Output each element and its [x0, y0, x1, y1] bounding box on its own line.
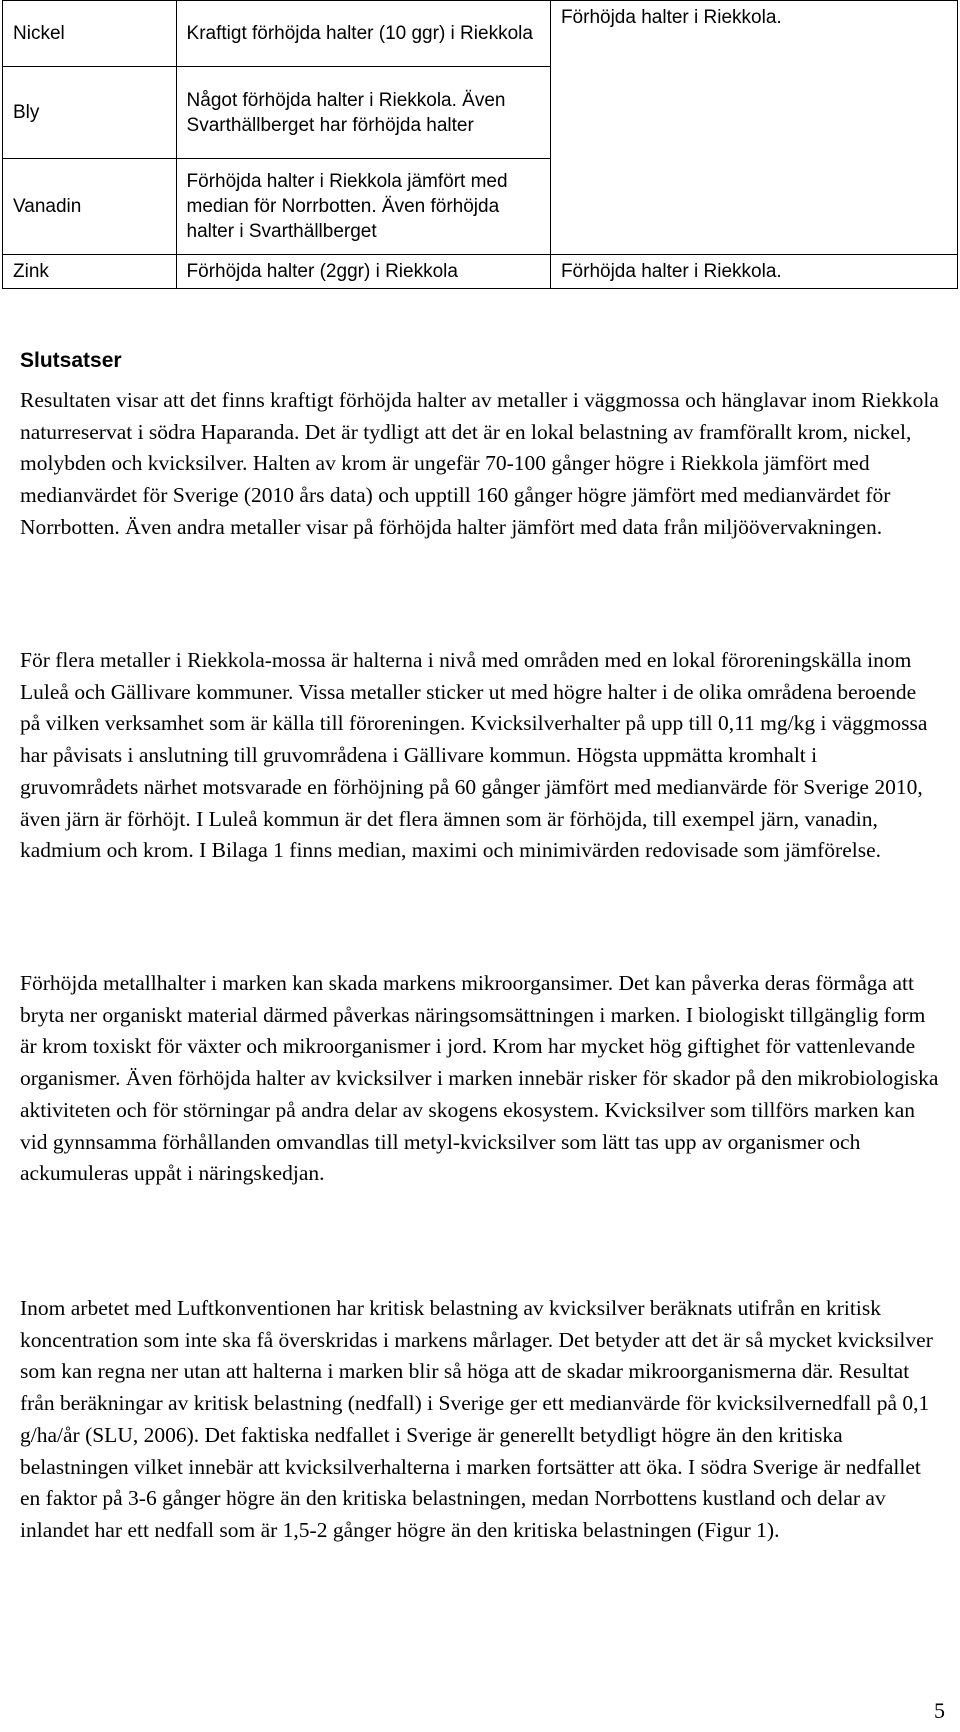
element-cell: Zink [3, 255, 177, 289]
comparison-cell: Förhöjda halter i Riekkola. [550, 1, 957, 67]
comparison-cell: Förhöjda halter i Riekkola. [550, 255, 957, 289]
paragraph: För flera metaller i Riekkola-mossa är halterna i nivå med områden med en lokal föroreningskälla inom Luleå och Gällivare kommuner. Vissa metaller sticker ut med högre halter i de olika områdena beroende på vilken verksamhet som är källa till föroreningen. Kvicksilverhalter på upp till 0,11 mg/kg i väggmossa har påvisats i anslutning till gruvområdena i Gällivare kommun. Högsta uppmätta kromhalt i gruvområdets närhet motsvarade en förhöjning på 60 gånger jämfört med medianvärde för Sverige 2010, även järn är förhöjt. I Luleå kommun är det flera ämnen som är förhöjda, till exempel järn, vanadin, kadmium och krom. I Bilaga 1 finns median, maximi och minimivärden redovisade som jämförelse. [20, 648, 928, 863]
element-cell: Bly [3, 67, 177, 159]
paragraph: Förhöjda metallhalter i marken kan skada markens mikroorgansimer. Det kan påverka deras förmåga att bryta ner organiskt material därmed påverkas näringsomsättningen i marken. I biologiskt tillgänglig form är krom toxiskt för växter och mikroorganismer i jord. Krom har mycket hög giftighet för vattenlevande organismer. Även förhöjda halter av kvicksilver i marken innebär risker för skador på den mikrobiologiska aktiviteten och för störningar på andra delar av skogens ekosystem. Kvicksilver som tillförs marken kan vid gynnsamma förhållanden omvandlas till metyl-kvicksilver som lätt tas upp av organismer och ackumuleras uppåt i näringskedjan. [20, 971, 939, 1186]
finding-cell: Förhöjda halter i Riekkola jämfört med median för Norrbotten. Även förhöjda halter i Svarthällberget [176, 159, 550, 255]
table-row [3, 159, 958, 255]
element-cell: Nickel [3, 1, 177, 67]
comparison-cell [550, 159, 957, 255]
table-row [3, 67, 958, 159]
element-cell: Vanadin [3, 159, 177, 255]
finding-cell: Något förhöjda halter i Riekkola. Även Svarthällberget har förhöjda halter [176, 67, 550, 159]
finding-cell: Förhöjda halter (2ggr) i Riekkola [176, 255, 550, 289]
paragraph: Inom arbetet med Luftkonventionen har kritisk belastning av kvicksilver beräknats utifrån en kritisk koncentration som inte ska få överskridas i markens mårlager. Det betyder att det är så mycket kvicksilver som kan regna ner utan att halterna i marken blir så höga att de skadar mikroorganismerna där. Resultat från beräkningar av kritisk belastning (nedfall) i Sverige ger ett medianvärde för kvicksilvernedfall på 0,1 g/ha/år (SLU, 2006). Det faktiska nedfallet i Sverige är generellt betydligt högre än den kritiska belastningen vilket innebär att kvicksilverhalterna i marken fortsätter att öka. I södra Sverige är nedfallet en faktor på 3-6 gånger högre än den kritiska belastningen, medan Norrbottens kustland och delar av inlandet har ett nedfall som är 1,5-2 gånger högre än den kritiska belastningen (Figur 1). [20, 1296, 933, 1542]
page-number: 5 [934, 1698, 945, 1723]
table-row [3, 1, 958, 67]
section-heading: Slutsatser [20, 349, 122, 372]
table-row [3, 255, 958, 289]
comparison-cell [550, 67, 957, 159]
paragraph: Resultaten visar att det finns kraftigt förhöjda halter av metaller i väggmossa och hänglavar inom Riekkola naturreservat i södra Haparanda. Det är tydligt att det är en lokal belastning av framförallt krom, nickel, molybden och kvicksilver. Halten av krom är ungefär 70-100 gånger högre i Riekkola jämfört med medianvärdet för Sverige (2010 års data) och upptill 160 gånger högre jämfört med medianvärdet för Norrbotten. Även andra metaller visar på förhöjda halter jämfört med data från miljöövervakningen. [20, 388, 939, 539]
metals-table [2, 0, 958, 289]
finding-cell: Kraftigt förhöjda halter (10 ggr) i Riekkola [176, 1, 550, 67]
